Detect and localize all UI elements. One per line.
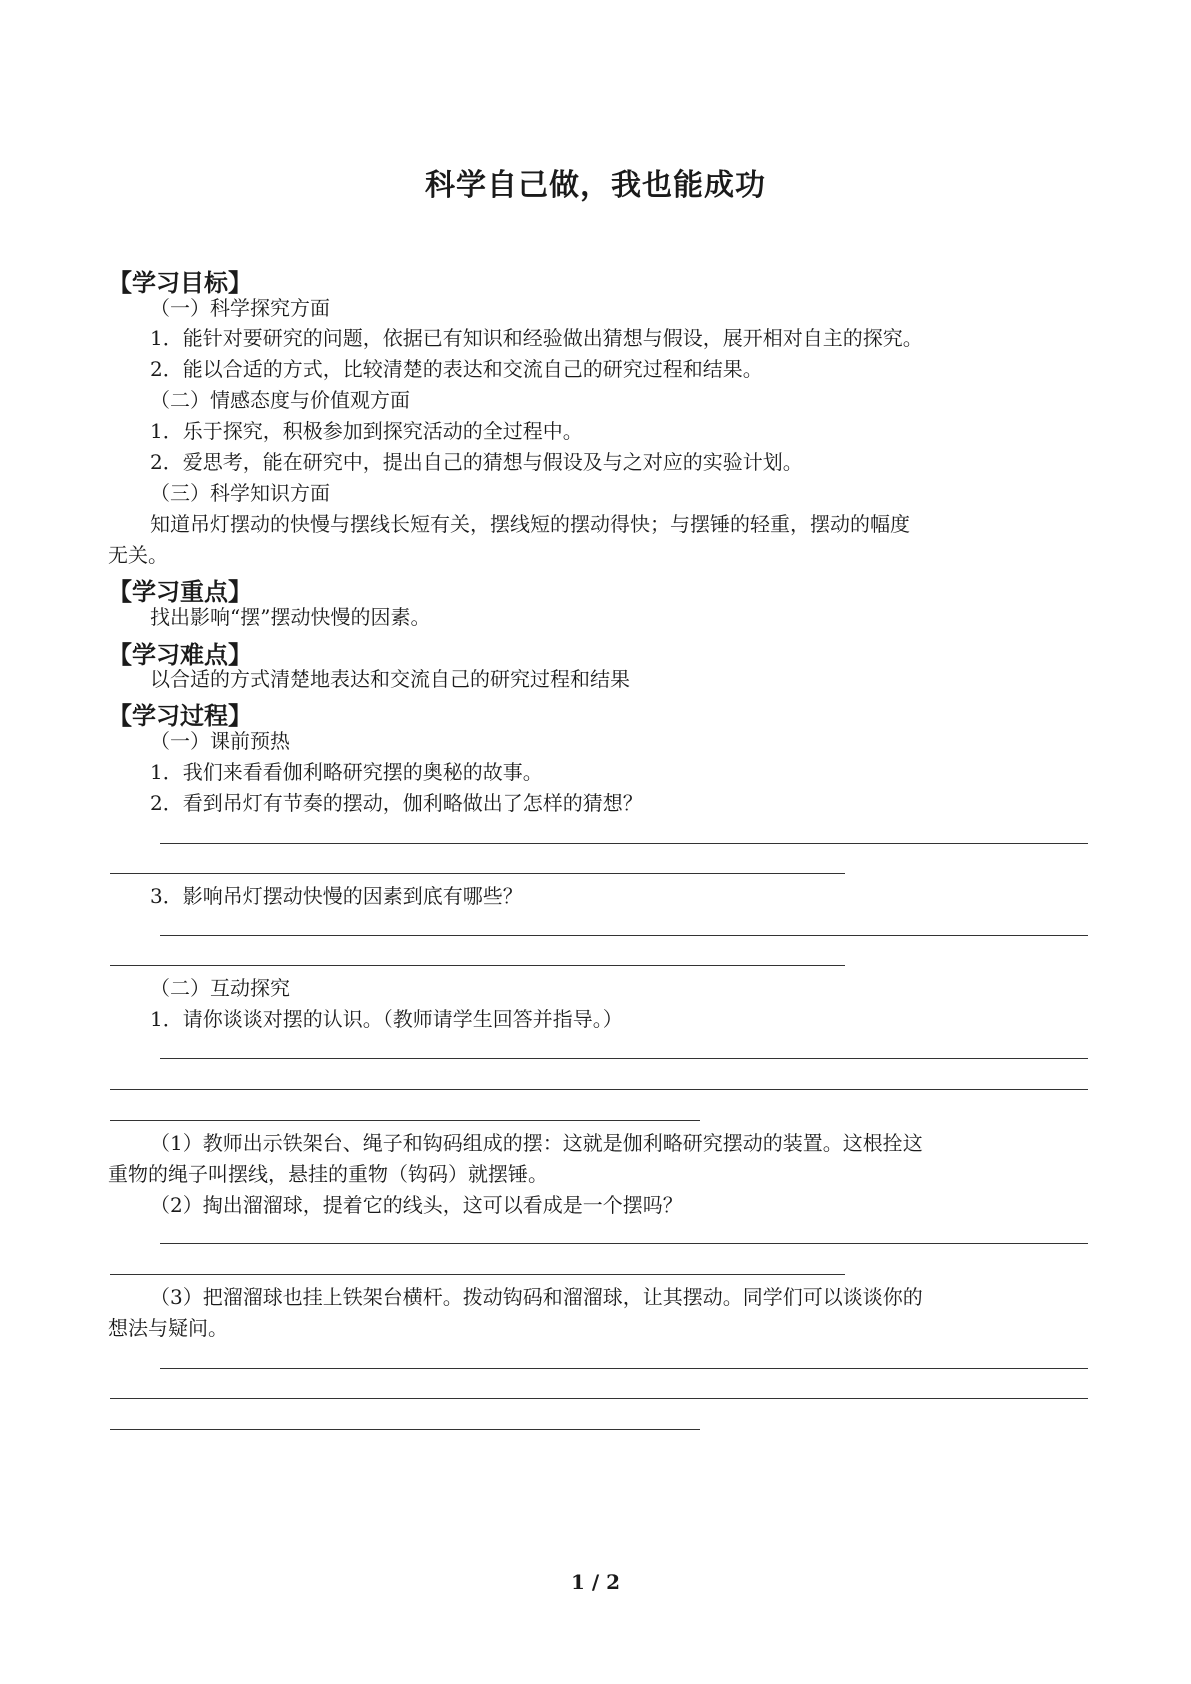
answer-line[interactable] bbox=[110, 1398, 1088, 1399]
answer-line[interactable] bbox=[110, 1120, 700, 1121]
step-3-cont: 想法与疑问。 bbox=[108, 1316, 228, 1340]
goals-sub2: （二）情感态度与价值观方面 bbox=[150, 388, 410, 412]
question-2: 2．看到吊灯有节奏的摆动，伽利略做出了怎样的猜想？ bbox=[150, 791, 643, 815]
step-1: （1）教师出示铁架台、绳子和钩码组成的摆：这就是伽利略研究摆动的装置。这根拴这 bbox=[150, 1131, 923, 1155]
question-3: 3．影响吊灯摆动快慢的因素到底有哪些？ bbox=[150, 884, 523, 908]
question-4: 1．请你谈谈对摆的认识。（教师请学生回答并指导。） bbox=[150, 1007, 623, 1031]
answer-line[interactable] bbox=[160, 935, 1088, 936]
goals-sub1-item2: 2．能以合适的方式，比较清楚的表达和交流自己的研究过程和结果。 bbox=[150, 357, 763, 381]
goals-sub3-text-cont: 无关。 bbox=[108, 543, 168, 567]
goals-heading: 【学习目标】 bbox=[108, 269, 252, 297]
answer-line[interactable] bbox=[160, 843, 1088, 844]
goals-sub1-item1: 1．能针对要研究的问题，依据已有知识和经验做出猜想与假设，展开相对自主的探究。 bbox=[150, 326, 923, 350]
process-heading: 【学习过程】 bbox=[108, 702, 252, 730]
answer-line[interactable] bbox=[110, 1089, 1088, 1090]
page-number: 1 / 2 bbox=[570, 1570, 621, 1594]
answer-line[interactable] bbox=[160, 1368, 1088, 1369]
process-part2: （二）互动探究 bbox=[150, 976, 290, 1000]
step-3: （3）把溜溜球也挂上铁架台横杆。拨动钩码和溜溜球，让其摆动。同学们可以谈谈你的 bbox=[150, 1285, 923, 1309]
answer-line[interactable] bbox=[160, 1058, 1088, 1059]
answer-line[interactable] bbox=[110, 873, 845, 874]
answer-line[interactable] bbox=[160, 1243, 1088, 1244]
goals-sub3: （三）科学知识方面 bbox=[150, 481, 330, 505]
focus-heading: 【学习重点】 bbox=[108, 578, 252, 606]
step-2: （2）掏出溜溜球，提着它的线头，这可以看成是一个摆吗？ bbox=[150, 1193, 683, 1217]
difficulty-text: 以合适的方式清楚地表达和交流自己的研究过程和结果 bbox=[150, 667, 630, 691]
goals-sub1: （一）科学探究方面 bbox=[150, 296, 330, 320]
answer-line[interactable] bbox=[110, 1274, 845, 1275]
goals-sub3-text: 知道吊灯摆动的快慢与摆线长短有关，摆线短的摆动得快；与摆锤的轻重，摆动的幅度 bbox=[150, 512, 910, 536]
answer-line[interactable] bbox=[110, 1429, 700, 1430]
focus-text: 找出影响“摆”摆动快慢的因素。 bbox=[150, 605, 431, 629]
difficulty-heading: 【学习难点】 bbox=[108, 641, 252, 669]
question-1: 1．我们来看看伽利略研究摆的奥秘的故事。 bbox=[150, 760, 543, 784]
goals-sub2-item2: 2．爱思考，能在研究中，提出自己的猜想与假设及与之对应的实验计划。 bbox=[150, 450, 803, 474]
process-part1: （一）课前预热 bbox=[150, 729, 290, 753]
goals-sub2-item1: 1．乐于探究，积极参加到探究活动的全过程中。 bbox=[150, 419, 583, 443]
answer-line[interactable] bbox=[110, 965, 845, 966]
page-title: 科学自己做，我也能成功 bbox=[425, 168, 766, 203]
step-1-cont: 重物的绳子叫摆线，悬挂的重物（钩码）就摆锤。 bbox=[108, 1162, 548, 1186]
